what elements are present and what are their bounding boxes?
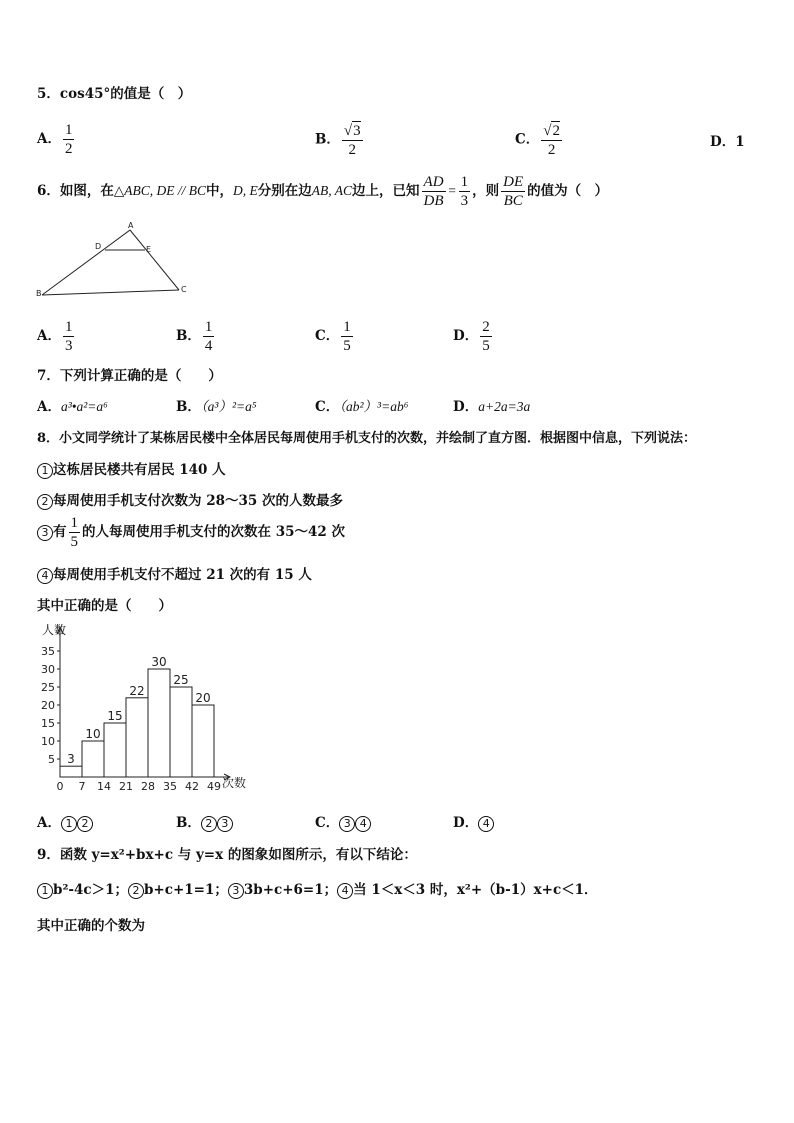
q8-statement-4: 4 每周使用手机支付不超过 21 次的有 15 人 <box>37 563 312 584</box>
histogram-bar <box>192 705 214 777</box>
y-axis-title: 人数 <box>42 623 67 637</box>
q9-conclusions: 1 b²-4c＞1； 2 b+c+1=1； 3 3b+c+6=1； 4 当 1＜x＜3 时，x²+（b-1）x+c＜1． <box>37 878 598 899</box>
q5-option-c[interactable]: C． $\frac{√2}{2}$ <box>515 123 560 158</box>
bar-value-label: 30 <box>151 655 167 669</box>
q9-stem: 9．函数 y=x²+bx+c 与 y=x 的图象如图所示，有以下结论： <box>37 847 417 863</box>
q5-option-b[interactable]: B． $\frac{√3}{2}$ <box>315 123 361 158</box>
x-tick-label: 42 <box>185 780 199 793</box>
bar-value-label: 3 <box>67 752 75 767</box>
q7-stem: 7．下列计算正确的是（ ） <box>37 368 222 384</box>
x-tick-label: 7 <box>78 780 86 793</box>
bar-value-label: 22 <box>129 683 145 698</box>
x-tick-label: 49 <box>207 780 221 793</box>
y-tick-label: 15 <box>41 717 55 730</box>
q8-statement-2: 2 每周使用手机支付次数为 28～35 次的人数最多 <box>37 489 343 510</box>
histogram-bar <box>126 698 148 777</box>
q6-option-a[interactable]: A． $\frac{1}{3}$ <box>37 319 73 354</box>
y-tick-label: 20 <box>41 699 55 712</box>
y-tick-label: 30 <box>41 663 55 676</box>
bar-value-label: 20 <box>195 691 211 705</box>
bar-value-label: 10 <box>85 727 101 741</box>
q8-ask: 其中正确的是（ ） <box>37 598 172 614</box>
q8-statement-3: 3 有 $\frac{1}{5}$ 的人每周使用手机支付的次数在 35～42 次 <box>37 514 345 551</box>
triangle-figure <box>34 220 204 302</box>
label-a: A <box>128 221 134 230</box>
y-tick-label: 25 <box>41 681 55 694</box>
x-tick-label: 0 <box>56 780 64 793</box>
x-tick-label: 35 <box>163 780 177 793</box>
q8-option-b[interactable]: B． 2 3 <box>176 811 233 832</box>
label-c: C <box>181 285 187 294</box>
q8-option-a[interactable]: A． 1 2 <box>37 811 93 832</box>
q5-option-a[interactable]: A． $\frac{1}{2}$ <box>37 122 73 157</box>
histogram-bar <box>148 669 170 777</box>
q7-option-b[interactable]: B．（a³）²=a⁵ <box>176 399 257 415</box>
y-tick-label: 5 <box>48 753 55 766</box>
bar-value-label: 15 <box>107 709 123 723</box>
q9-ask: 其中正确的个数为 <box>37 918 145 934</box>
histogram-bar <box>82 741 104 777</box>
y-tick-label: 35 <box>41 645 55 658</box>
q5-option-d[interactable]: D．1 <box>710 134 745 150</box>
x-tick-label: 14 <box>97 780 111 793</box>
q7-option-d[interactable]: D．a+2a=3a <box>453 399 531 415</box>
q7-option-a[interactable]: A．a³•a²=a⁶ <box>37 399 108 415</box>
x-tick-label: 28 <box>141 780 155 793</box>
q6-option-b[interactable]: B． $\frac{1}{4}$ <box>176 319 213 354</box>
x-tick-label: 21 <box>119 780 133 793</box>
q6-option-c[interactable]: C． $\frac{1}{5}$ <box>315 319 351 354</box>
label-d: D <box>95 242 102 251</box>
y-tick-label: 10 <box>41 735 55 748</box>
label-e: E <box>146 245 152 254</box>
q5-stem: 5．cos45°的值是（ ） <box>37 86 192 102</box>
histogram-bar <box>60 766 82 777</box>
q8-option-d[interactable]: D． 4 <box>453 811 494 832</box>
q8-stem: 8．小文同学统计了某栋居民楼中全体居民每周使用手机支付的次数，并绘制了直方图．根据图中信息，下列说法： <box>37 431 697 446</box>
q8-statement-1: 1 这栋居民楼共有居民 140 人 <box>37 458 226 479</box>
histogram-chart <box>30 620 247 795</box>
histogram-bar <box>170 687 192 777</box>
q6-stem: 6．如图，在△ABC, DE // BC中，D, E分别在边AB, AC边上，已知 $\frac{AD}{DB}$ = $\frac{1}{3}$ ，则 $\frac{DE}{BC}$ 的值为（ ） <box>37 174 609 209</box>
histogram-bar <box>104 723 126 777</box>
q7-option-c[interactable]: C．（ab²）³=ab⁶ <box>315 399 409 415</box>
q8-option-c[interactable]: C． 3 4 <box>315 811 371 832</box>
bar-value-label: 25 <box>173 673 189 687</box>
x-axis-title: 次数 <box>222 776 247 790</box>
q6-option-d[interactable]: D． $\frac{2}{5}$ <box>453 319 490 354</box>
label-b: B <box>36 289 42 298</box>
